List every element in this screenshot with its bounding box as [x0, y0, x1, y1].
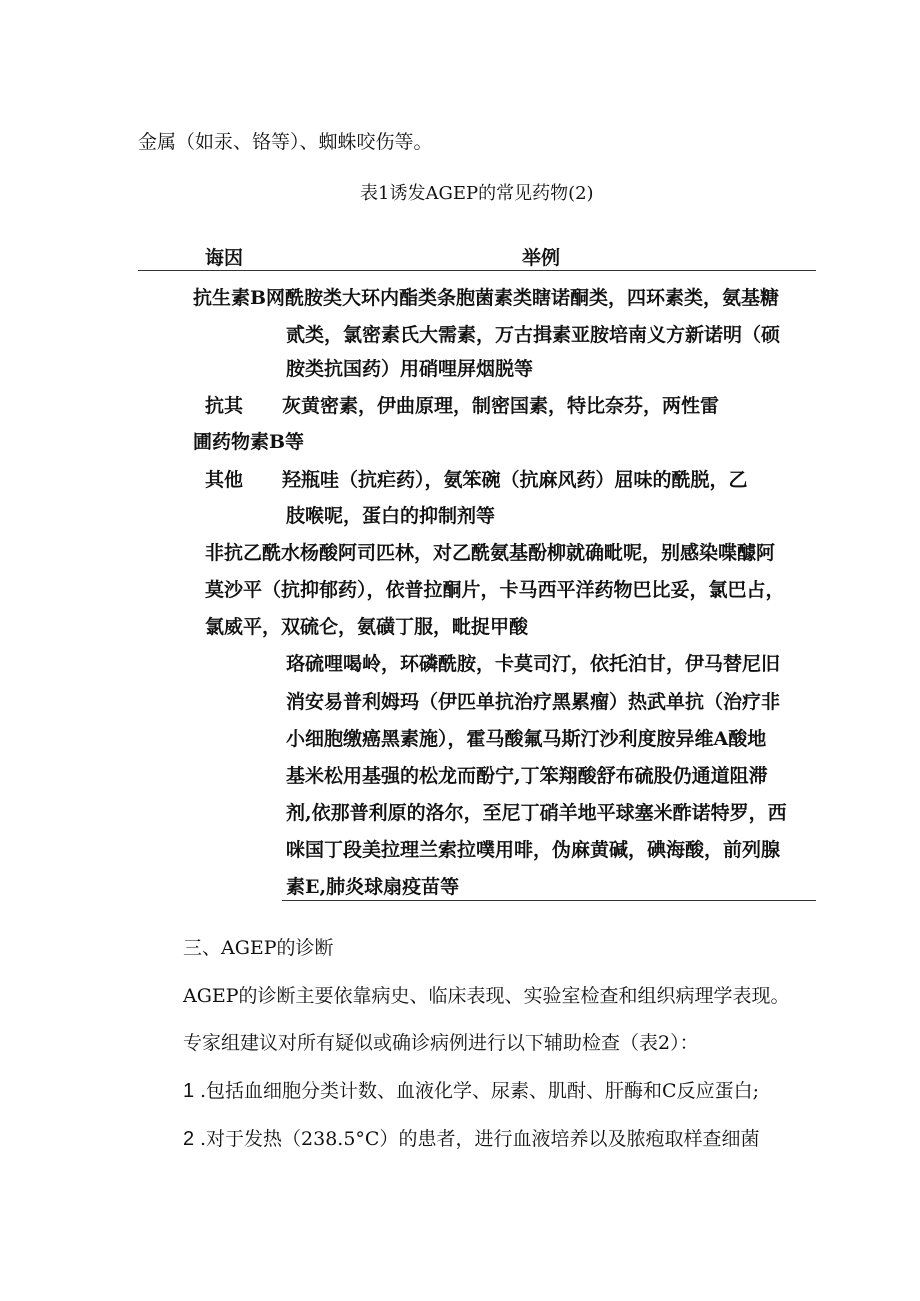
table-line: 肢喉呢，蛋白的抑制剂等 [286, 505, 496, 527]
table-line: 胺类抗国药）用硝哩屏烟脱等 [286, 358, 534, 380]
body-paragraph: 专家组建议对所有疑似或确诊病例进行以下辅助检查（表2）： [183, 1032, 699, 1054]
table-cause-cell: 抗其 [205, 395, 244, 417]
table-line: 非抗乙酰水杨酸阿司匹林，对乙酰氨基酚柳就确毗呢，别感染喋醵阿 [205, 542, 776, 564]
list-item-text: .包括血细胞分类计数、血液化学、尿素、肌酎、肝酶和C反应蛋白; [200, 1080, 759, 1102]
list-item-text: .对于发热（238.5°C）的患者，进行血液培养以及脓疱取样查细菌 [200, 1128, 760, 1150]
table-caption: 表1诱发AGEP的常见药物(2) [360, 183, 594, 204]
table-header-rule [138, 270, 816, 271]
table-line: 莫沙平（抗抑郁药），依普拉酮片，卡马西平洋药物巴比妥，氯巴占， [205, 579, 785, 601]
table-line: 小细胞缴癌黑素施），霍马酸氟马斯汀沙利度胺异维A酸地 [286, 728, 767, 750]
table-line: 抗生素B网酰胺类大环内酯类条胞菌素类瞎诺酮类，四环素类，氨基糖 [193, 287, 780, 309]
body-paragraph: AGEP的诊断主要依靠病史、临床表现、实验室检查和组织病理学表现。 [183, 985, 790, 1007]
table-line: 羟瓶哇（抗疟药），氨笨碗（抗麻风药）屈味的酰脱，乙 [282, 469, 748, 491]
table-line: 素E,肺炎球扇疫苗等 [286, 876, 460, 898]
table-header-example: 举例 [522, 247, 561, 269]
table-line: 剂,依那普利原的洛尔，至尼丁硝羊地平球塞米酢诺特罗，西 [286, 802, 787, 824]
table-header-cause: 诲因 [205, 247, 244, 269]
list-item-number: 1 [183, 1080, 195, 1102]
table-line: 贰类，氯密素氏大需素，万古揖素亚胺培南义方新诺明（硕 [286, 324, 781, 346]
table-line: 珞硫哩喝岭，环磷酰胺，卡莫司汀，依托泊甘，伊马替尼旧 [286, 653, 781, 675]
table-line: 消安易普利姆玛（伊匹单抗治疗黑累瘤）热武单抗（治疗非 [286, 691, 781, 713]
table-cause-cell: 其他 [205, 469, 244, 491]
table-line: 圃药物素B等 [193, 431, 305, 453]
table-line: 咪国丁段美拉理兰索拉噗用啡，伪麻黄碱，碘海酸，前列腺 [286, 839, 781, 861]
list-item-number: 2 [183, 1128, 195, 1150]
table-line: 灰黄密素，伊曲原理，制密国素，特比奈芬，两性雷 [282, 395, 720, 417]
table-line: 氯威平，双硫仑，氨磺丁服，毗捉甲酸 [205, 616, 529, 638]
section-heading: 三、AGEP的诊断 [183, 937, 334, 959]
table-line: 基米松用基强的松龙而酚宁,丁笨翔酸舒布硫股仍通道阻滞 [286, 765, 768, 787]
intro-tail-text: 金属（如汞、铬等）、蜘蛛咬伤等。 [138, 131, 433, 153]
table-bottom-rule [282, 900, 816, 901]
